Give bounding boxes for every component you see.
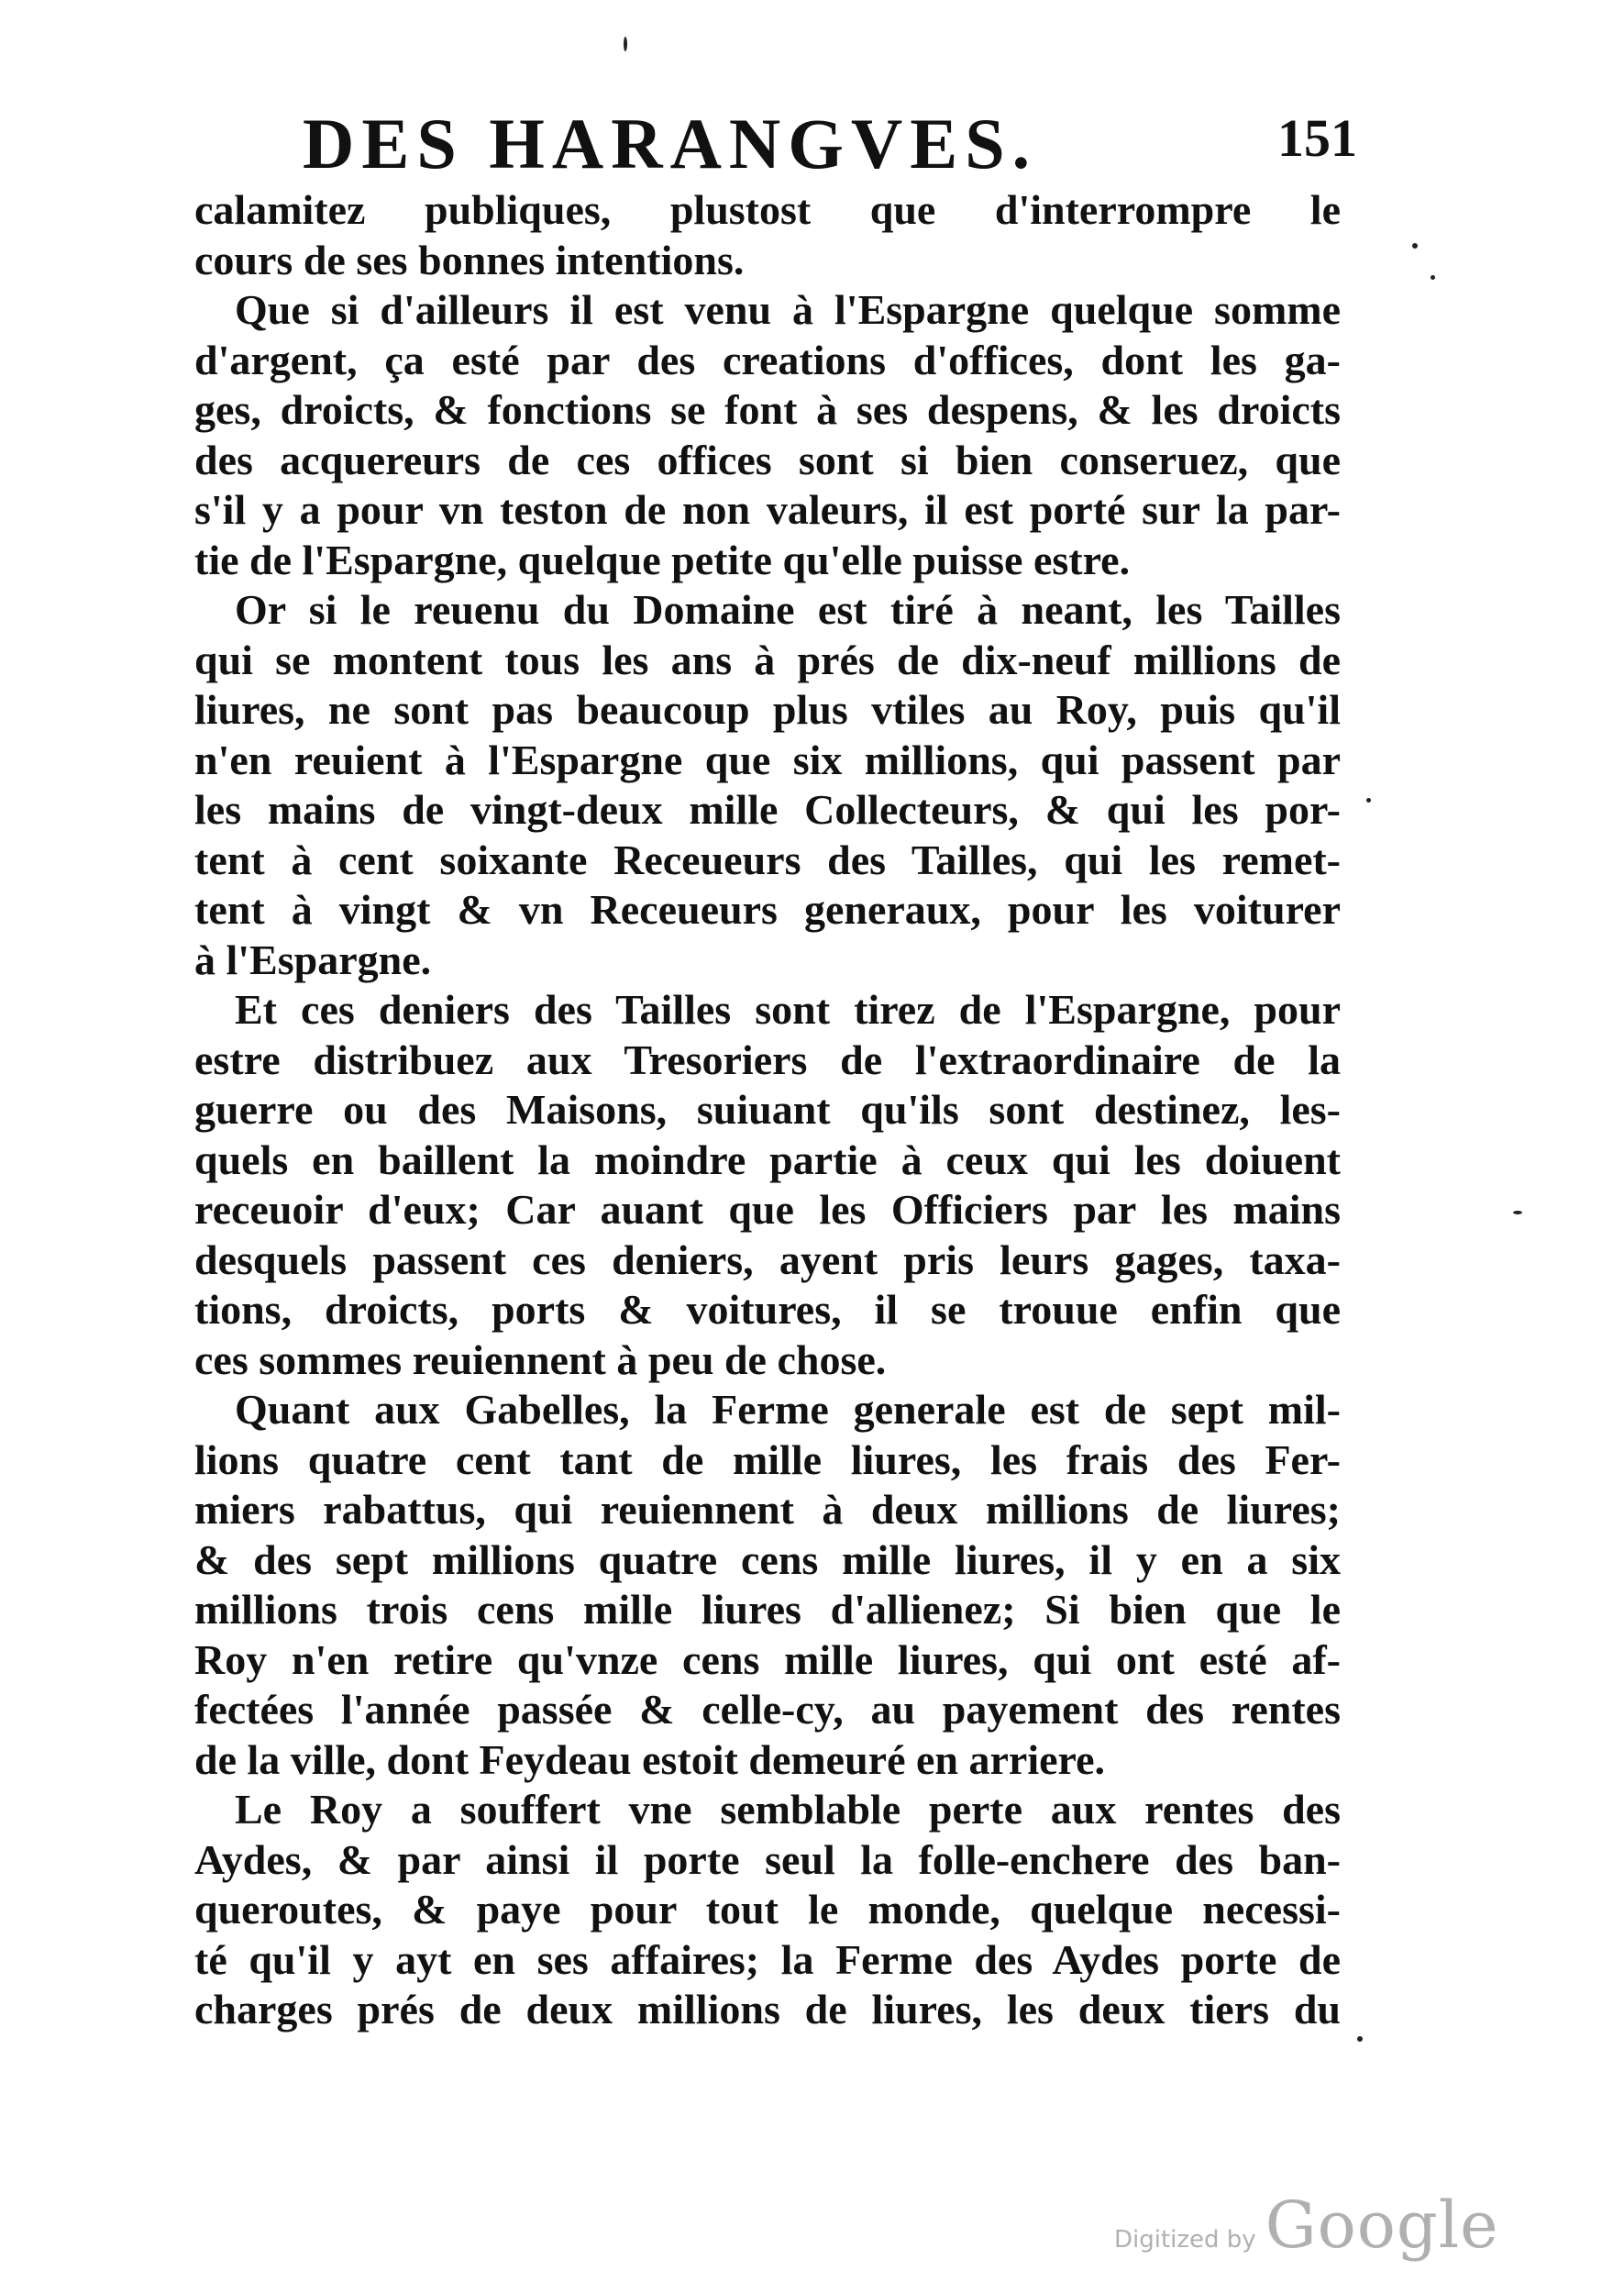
text-line: Roy n'en retire qu'vnze cens mille liures, qui ont esté af- (194, 1635, 1341, 1683)
text-line: Le Roy a souffert vne semblable perte aux rentes des (235, 1786, 1341, 1833)
paragraph-2 (194, 285, 1341, 585)
text-line: les mains de vingt-deux mille Collecteurs, & qui les por- (194, 786, 1341, 833)
body-text (194, 185, 1341, 2035)
ink-speck (1366, 798, 1371, 803)
text-line: & des sept millions quatre cens mille liures, il y en a six (194, 1535, 1341, 1583)
text-line: tions, droicts, ports & voitures, il se trouue enfin que (194, 1286, 1341, 1333)
text-line: qui se montent tous les ans à prés de dix-neuf millions de (194, 636, 1341, 683)
text-line: tie de l'Espargne, quelque petite qu'elle puisse estre. (194, 536, 1131, 583)
text-line: ges, droicts, & fonctions se font à ses despens, & les droicts (194, 386, 1341, 433)
paragraph-1 (194, 185, 1341, 285)
text-line: liures, ne sont pas beaucoup plus vtiles au Roy, puis qu'il (194, 686, 1341, 733)
paragraph-3 (194, 585, 1341, 985)
text-line: à l'Espargne. (194, 936, 432, 983)
text-line: de la ville, dont Feydeau estoit demeuré en arriere. (194, 1735, 1106, 1783)
ink-speck (624, 37, 627, 51)
text-line: d'argent, ça esté par des creations d'offices, dont les ga- (194, 336, 1341, 383)
text-line: Quant aux Gabelles, la Ferme generale est de sept mil- (235, 1386, 1341, 1433)
text-line: té qu'il y ayt en ses affaires; la Ferme des Aydes porte de (194, 1935, 1341, 1983)
text-line: charges prés de deux millions de liures, les deux tiers du (194, 1986, 1341, 2033)
text-line: Aydes, & par ainsi il porte seul la folle-enchere des ban- (194, 1835, 1341, 1883)
text-line: Et ces deniers des Tailles sont tirez de l'Espargne, pour (235, 986, 1341, 1033)
text-line: Que si d'ailleurs il est venu à l'Espargne quelque somme (235, 286, 1341, 333)
text-line: miers rabattus, qui reuiennent à deux millions de liures; (194, 1486, 1341, 1533)
ink-speck (1513, 1211, 1522, 1214)
paragraph-6 (194, 1785, 1341, 2035)
text-line: lions quatre cent tant de mille liures, les frais des Fer- (194, 1435, 1341, 1483)
ink-speck (1431, 275, 1435, 280)
watermark-prefix: Digitized by (1114, 2226, 1256, 2254)
google-logo: Google (1265, 2188, 1499, 2263)
paragraph-4 (194, 985, 1341, 1385)
text-line: millions trois cens mille liures d'allienez; Si bien que le (194, 1586, 1341, 1633)
text-line: n'en reuient à l'Espargne que six millions, qui passent par (194, 736, 1341, 783)
paragraph-5 (194, 1385, 1341, 1785)
page-header (303, 103, 1357, 185)
text-line: quels en baillent la moindre partie à ceux qui les doiuent (194, 1135, 1341, 1183)
text-line: Or si le reuenu du Domaine est tiré à neant, les Tailles (235, 586, 1341, 633)
text-line: cours de ses bonnes intentions. (194, 236, 745, 283)
text-line: tent à vingt & vn Receueurs generaux, pour les voiturer (194, 886, 1341, 933)
text-line: queroutes, & paye pour tout le monde, quelque necessi- (194, 1886, 1341, 1933)
text-line: fectées l'année passée & celle-cy, au payement des rentes (194, 1686, 1341, 1733)
text-line: estre distribuez aux Tresoriers de l'extraordinaire de la (194, 1036, 1341, 1083)
text-line: tent à cent soixante Receueurs des Tailles, qui les remet- (194, 836, 1341, 883)
ink-speck (1412, 243, 1418, 249)
running-title: DES HARANGVES. (303, 104, 1038, 183)
text-line: receuoir d'eux; Car auant que les Officiers par les mains (194, 1186, 1341, 1233)
text-line: s'il y a pour vn teston de non valeurs, il est porté sur la par- (194, 486, 1341, 533)
digitized-watermark (1114, 2188, 1499, 2263)
text-line: ces sommes reuiennent à peu de chose. (194, 1335, 887, 1383)
text-line: calamitez publiques, plustost que d'interrompre le (194, 186, 1341, 233)
text-line: guerre ou des Maisons, suiuant qu'ils sont destinez, les- (194, 1086, 1341, 1133)
page-number: 151 (1277, 108, 1357, 168)
text-line: desquels passent ces deniers, ayent pris leurs gages, taxa- (194, 1235, 1341, 1283)
text-line: des acquereurs de ces offices sont si bien conseruez, que (194, 436, 1341, 483)
ink-speck (1357, 2036, 1363, 2042)
